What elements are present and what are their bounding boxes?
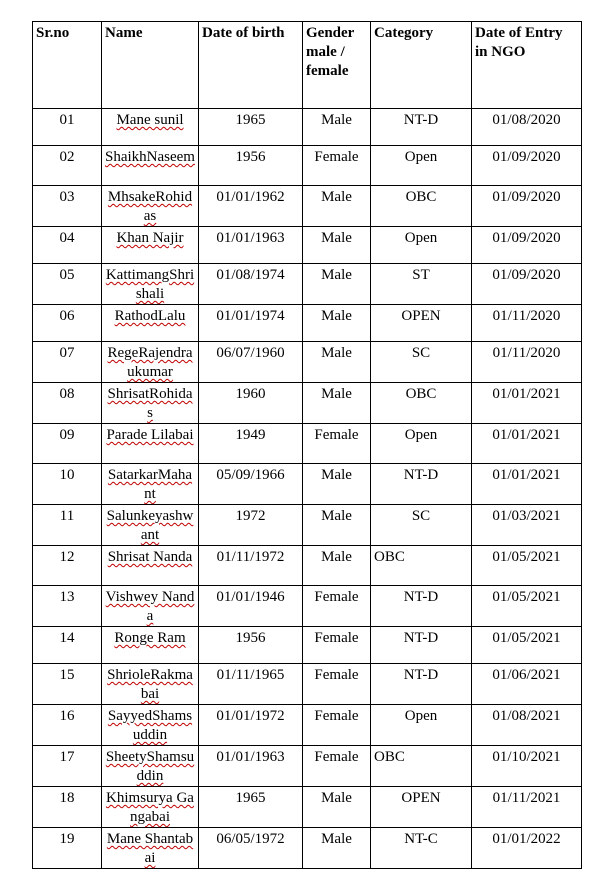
name-cell bbox=[102, 264, 199, 305]
entry-date-cell: 01/01/2021 bbox=[472, 464, 582, 505]
name-cell bbox=[102, 464, 199, 505]
srno-cell: 15 bbox=[33, 664, 102, 705]
table-row bbox=[33, 342, 582, 383]
gender-cell: Male bbox=[303, 109, 371, 146]
table-row bbox=[33, 227, 582, 264]
category-cell: Open bbox=[371, 705, 472, 746]
dob-cell: 1956 bbox=[199, 146, 303, 186]
dob-cell: 1965 bbox=[199, 109, 303, 146]
name-cell bbox=[102, 787, 199, 828]
name-text: ShaikhNaseem bbox=[105, 149, 195, 165]
category-cell: NT-D bbox=[371, 109, 472, 146]
name-cell bbox=[102, 227, 199, 264]
name-cell bbox=[102, 664, 199, 705]
entry-date-cell: 01/11/2021 bbox=[472, 787, 582, 828]
dob-cell: 01/01/1963 bbox=[199, 227, 303, 264]
srno-cell: 17 bbox=[33, 746, 102, 787]
table-row bbox=[33, 546, 582, 586]
table-row bbox=[33, 305, 582, 342]
name-cell bbox=[102, 305, 199, 342]
document-page bbox=[32, 21, 582, 869]
dob-cell: 1965 bbox=[199, 787, 303, 828]
entry-date-cell: 01/10/2021 bbox=[472, 746, 582, 787]
entry-date-cell: 01/11/2020 bbox=[472, 305, 582, 342]
srno-cell: 13 bbox=[33, 586, 102, 627]
gender-cell: Male bbox=[303, 305, 371, 342]
srno-cell: 04 bbox=[33, 227, 102, 264]
table-row bbox=[33, 627, 582, 664]
gender-cell: Male bbox=[303, 787, 371, 828]
dob-cell: 06/07/1960 bbox=[199, 342, 303, 383]
header-gender: Gender male / female bbox=[303, 22, 371, 109]
entry-date-cell: 01/01/2021 bbox=[472, 383, 582, 424]
category-cell: SC bbox=[371, 342, 472, 383]
gender-cell: Male bbox=[303, 264, 371, 305]
entry-date-cell: 01/03/2021 bbox=[472, 505, 582, 546]
dob-cell: 01/11/1972 bbox=[199, 546, 303, 586]
name-text: Salunkeyashwant bbox=[106, 508, 194, 543]
category-cell: OPEN bbox=[371, 787, 472, 828]
name-text: SheetyShamsuddin bbox=[105, 749, 195, 784]
srno-cell: 14 bbox=[33, 627, 102, 664]
category-cell: OBC bbox=[371, 746, 472, 787]
name-cell bbox=[102, 828, 199, 869]
name-cell bbox=[102, 186, 199, 227]
srno-cell: 12 bbox=[33, 546, 102, 586]
name-text: ShrisatRohidas bbox=[107, 386, 193, 421]
name-text: KattimangShrishali bbox=[105, 267, 195, 302]
header-entry: Date of Entry in NGO bbox=[472, 22, 582, 109]
name-cell bbox=[102, 424, 199, 464]
name-text: RegeRajendraukumar bbox=[107, 345, 193, 380]
gender-cell: Male bbox=[303, 383, 371, 424]
gender-cell: Male bbox=[303, 342, 371, 383]
name-cell bbox=[102, 383, 199, 424]
srno-cell: 10 bbox=[33, 464, 102, 505]
dob-cell: 01/01/1946 bbox=[199, 586, 303, 627]
gender-cell: Female bbox=[303, 746, 371, 787]
dob-cell: 1960 bbox=[199, 383, 303, 424]
entry-date-cell: 01/09/2020 bbox=[472, 264, 582, 305]
name-cell bbox=[102, 627, 199, 664]
category-cell: ST bbox=[371, 264, 472, 305]
dob-cell: 06/05/1972 bbox=[199, 828, 303, 869]
table-row bbox=[33, 424, 582, 464]
gender-cell: Male bbox=[303, 505, 371, 546]
srno-cell: 16 bbox=[33, 705, 102, 746]
category-cell: NT-D bbox=[371, 586, 472, 627]
table-row bbox=[33, 505, 582, 546]
gender-cell: Female bbox=[303, 705, 371, 746]
category-cell: NT-D bbox=[371, 627, 472, 664]
gender-cell: Female bbox=[303, 627, 371, 664]
table-row bbox=[33, 146, 582, 186]
gender-cell: Female bbox=[303, 586, 371, 627]
name-cell bbox=[102, 746, 199, 787]
name-text: Vishwey Nanda bbox=[105, 589, 195, 624]
name-cell bbox=[102, 109, 199, 146]
entry-date-cell: 01/05/2021 bbox=[472, 546, 582, 586]
name-cell bbox=[102, 586, 199, 627]
name-text: Mane sunil bbox=[116, 112, 184, 128]
dob-cell: 01/01/1972 bbox=[199, 705, 303, 746]
srno-cell: 07 bbox=[33, 342, 102, 383]
entry-date-cell: 01/08/2021 bbox=[472, 705, 582, 746]
name-text: Khimsurya Gangabai bbox=[106, 790, 194, 825]
category-cell: Open bbox=[371, 146, 472, 186]
gender-cell: Male bbox=[303, 546, 371, 586]
category-cell: OBC bbox=[371, 186, 472, 227]
table-row bbox=[33, 705, 582, 746]
name-text: Shrisat Nanda bbox=[107, 549, 193, 565]
header-category: Category bbox=[371, 22, 472, 109]
srno-cell: 05 bbox=[33, 264, 102, 305]
name-text: Khan Najir bbox=[116, 230, 184, 246]
dob-cell: 1956 bbox=[199, 627, 303, 664]
name-cell bbox=[102, 146, 199, 186]
gender-cell: Male bbox=[303, 186, 371, 227]
gender-cell: Female bbox=[303, 664, 371, 705]
category-cell: OPEN bbox=[371, 305, 472, 342]
table-row bbox=[33, 464, 582, 505]
entry-date-cell: 01/11/2020 bbox=[472, 342, 582, 383]
category-cell: SC bbox=[371, 505, 472, 546]
dob-cell: 1972 bbox=[199, 505, 303, 546]
srno-cell: 01 bbox=[33, 109, 102, 146]
category-cell: NT-D bbox=[371, 464, 472, 505]
table-row bbox=[33, 264, 582, 305]
gender-cell: Female bbox=[303, 146, 371, 186]
table-row bbox=[33, 383, 582, 424]
dob-cell: 01/01/1962 bbox=[199, 186, 303, 227]
header-name: Name bbox=[102, 22, 199, 109]
category-cell: OBC bbox=[371, 383, 472, 424]
dob-cell: 01/01/1974 bbox=[199, 305, 303, 342]
name-text: Parade Lilabai bbox=[106, 427, 194, 443]
table-row bbox=[33, 787, 582, 828]
entry-date-cell: 01/09/2020 bbox=[472, 186, 582, 227]
entry-date-cell: 01/09/2020 bbox=[472, 146, 582, 186]
table-row bbox=[33, 186, 582, 227]
srno-cell: 06 bbox=[33, 305, 102, 342]
name-text: RathodLalu bbox=[114, 308, 186, 324]
name-cell bbox=[102, 342, 199, 383]
dob-cell: 01/01/1963 bbox=[199, 746, 303, 787]
entry-date-cell: 01/05/2021 bbox=[472, 627, 582, 664]
name-cell bbox=[102, 705, 199, 746]
srno-cell: 09 bbox=[33, 424, 102, 464]
name-text: MhsakeRohidas bbox=[107, 189, 193, 224]
category-cell: OBC bbox=[371, 546, 472, 586]
entry-date-cell: 01/09/2020 bbox=[472, 227, 582, 264]
name-text: ShrioleRakmabai bbox=[107, 667, 193, 702]
entry-date-cell: 01/06/2021 bbox=[472, 664, 582, 705]
entry-date-cell: 01/01/2021 bbox=[472, 424, 582, 464]
entry-date-cell: 01/05/2021 bbox=[472, 586, 582, 627]
gender-cell: Male bbox=[303, 828, 371, 869]
name-cell bbox=[102, 505, 199, 546]
table-row bbox=[33, 828, 582, 869]
entry-date-cell: 01/08/2020 bbox=[472, 109, 582, 146]
srno-cell: 03 bbox=[33, 186, 102, 227]
name-text: SayyedShamsuddin bbox=[107, 708, 193, 743]
dob-cell: 05/09/1966 bbox=[199, 464, 303, 505]
gender-cell: Male bbox=[303, 464, 371, 505]
gender-cell: Male bbox=[303, 227, 371, 264]
table-header-row bbox=[33, 22, 582, 109]
dob-cell: 01/11/1965 bbox=[199, 664, 303, 705]
table-row bbox=[33, 746, 582, 787]
name-text: Mane Shantabai bbox=[106, 831, 194, 866]
header-srno: Sr.no bbox=[33, 22, 102, 109]
category-cell: Open bbox=[371, 424, 472, 464]
srno-cell: 11 bbox=[33, 505, 102, 546]
table-row bbox=[33, 109, 582, 146]
srno-cell: 08 bbox=[33, 383, 102, 424]
table-row bbox=[33, 664, 582, 705]
srno-cell: 02 bbox=[33, 146, 102, 186]
srno-cell: 18 bbox=[33, 787, 102, 828]
name-cell bbox=[102, 546, 199, 586]
header-dob: Date of birth bbox=[199, 22, 303, 109]
category-cell: NT-C bbox=[371, 828, 472, 869]
gender-cell: Female bbox=[303, 424, 371, 464]
name-text: Ronge Ram bbox=[114, 630, 186, 646]
table-row bbox=[33, 586, 582, 627]
category-cell: NT-D bbox=[371, 664, 472, 705]
dob-cell: 1949 bbox=[199, 424, 303, 464]
ngo-members-table bbox=[32, 21, 582, 869]
name-text: SatarkarMahant bbox=[107, 467, 193, 502]
srno-cell: 19 bbox=[33, 828, 102, 869]
category-cell: Open bbox=[371, 227, 472, 264]
entry-date-cell: 01/01/2022 bbox=[472, 828, 582, 869]
dob-cell: 01/08/1974 bbox=[199, 264, 303, 305]
